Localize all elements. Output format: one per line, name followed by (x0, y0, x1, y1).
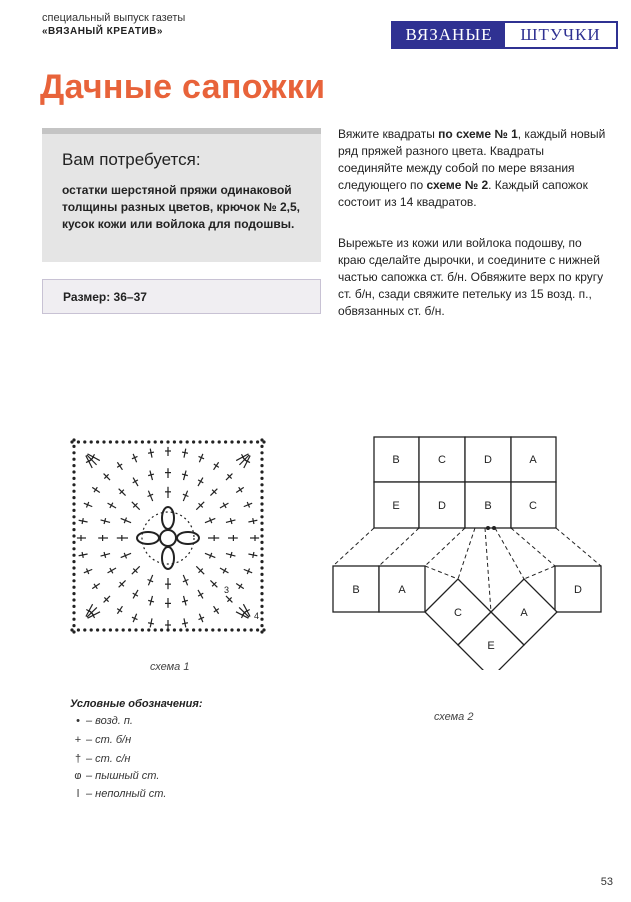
materials-text: остатки шерстяной пряжи одинаковой толщины разных цветов, крючок № 2,5, кусок кожи или войлока для подошвы. (62, 183, 301, 231)
legend-item (70, 715, 133, 727)
legend-text: – ст. с/н (86, 753, 131, 765)
p1-part-e: . Каждый сапожок состоит из 14 квадратов. (338, 178, 588, 209)
materials-heading: Вам потребуется: (62, 150, 201, 169)
label-row2-4: C (529, 500, 537, 512)
label-diamond-bottom: E (487, 640, 495, 652)
legend-text: – неполный ст. (86, 788, 167, 800)
legend-text: – возд. п. (86, 715, 133, 727)
newspaper-name: «ВЯЗАНЫЙ КРЕАТИВ» (42, 26, 163, 37)
label-diamond-left: C (454, 607, 462, 619)
legend-item (70, 753, 130, 765)
section-badge (391, 21, 618, 49)
size-box: Размер: 36–37 (42, 279, 321, 314)
scheme2-caption: схема 2 (434, 711, 474, 723)
legend-item (70, 770, 159, 782)
chain-stitch-icon: • (76, 715, 80, 727)
single-crochet-icon: + (74, 734, 82, 746)
label-left-2: A (398, 584, 406, 596)
legend-item (70, 734, 131, 746)
label-row2-3: B (484, 500, 492, 512)
label-top-2: C (438, 454, 446, 466)
legend-title: Условные обозначения: (70, 698, 203, 710)
page-title: Дачные сапожки (40, 68, 326, 106)
row-label-4: 4 (254, 611, 260, 621)
partial-stitch-icon: ǀ (76, 788, 80, 800)
badge-left: ВЯЗАНЫЕ (393, 23, 505, 47)
legend-text: – ст. б/н (86, 734, 132, 746)
label-diamond-right: A (520, 607, 528, 619)
p1-part-a: Вяжите квадраты (338, 127, 439, 141)
materials-box (42, 128, 321, 262)
page-number: 53 (600, 876, 613, 888)
double-crochet-icon: † (74, 753, 82, 765)
badge-right: ШТУЧКИ (520, 25, 601, 44)
puff-stitch-icon: ⱷ (74, 770, 82, 782)
p1-part-c: , каждый новый ряд пряжей разного цвета. Квадраты соединяйте между собой по мере вязания следующего по (338, 127, 606, 192)
scheme2-diagram (325, 430, 615, 670)
row-label-3: 3 (224, 585, 230, 595)
label-right: D (574, 584, 582, 596)
scheme1-chart (62, 430, 282, 640)
instructions-paragraph-1 (338, 126, 606, 211)
scheme2-ref: схеме № 2 (426, 178, 489, 192)
legend-item (70, 788, 166, 800)
legend-text: – пышный ст. (86, 770, 160, 782)
instructions-paragraph-2: Вырежьте из кожи или войлока подошву, по краю сделайте дырочки, и соедините с нижней частью сапожка ст. б/н. Обвяжите верх по кругу ст. б/н, сзади свяжите петельку из 15 возд. п., обвязанных ст. б/н. (338, 236, 604, 318)
scheme1-ref: по схеме № 1 (438, 127, 518, 141)
scheme1-caption: схема 1 (150, 661, 190, 673)
label-row2-1: E (392, 500, 400, 512)
label-top-1: B (392, 454, 400, 466)
label-top-4: A (529, 454, 537, 466)
label-row2-2: D (438, 500, 446, 512)
label-left-1: B (352, 584, 360, 596)
special-issue-label: специальный выпуск газеты (42, 12, 186, 24)
label-top-3: D (484, 454, 492, 466)
center-flower (137, 507, 199, 569)
